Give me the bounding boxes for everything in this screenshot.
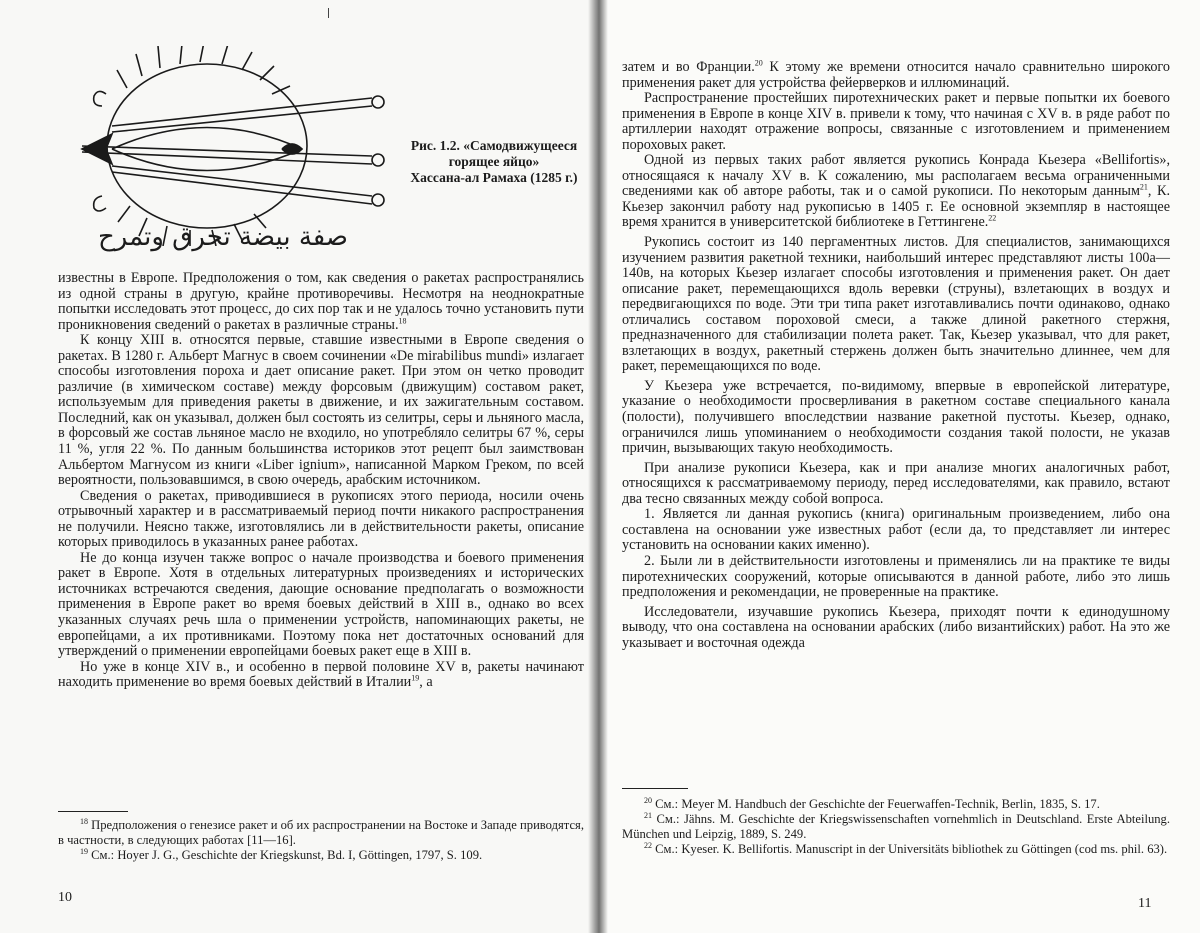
footnote-ref: 18	[398, 315, 407, 325]
footnote-ref: 21	[1139, 182, 1148, 192]
left-footnotes	[58, 818, 584, 863]
paragraph: Но уже в конце XIV в., и особенно в первой половине XV в, ракеты начинают находить применение во время боевых действий в Италии$^{19}$, а	[58, 658, 584, 691]
arabic-inscription: صفة بيضة تحرق وتمرح	[97, 222, 348, 252]
self-moving-egg-figure	[72, 46, 402, 246]
footnote-ref: 22	[988, 213, 997, 223]
footnote: $^{19}$ См.: Hoyer J. G., Geschichte der Kriegskunst, Bd. I, Göttingen, 1797, S. 109.	[80, 846, 483, 862]
figure-caption	[398, 138, 590, 186]
paragraph: 2. Были ли в действительности изготовлены и применялись ли на практике те виды пиротехнических сооружений, которые описываются в данной работе, либо это лишь предположения и рекомендации, не проверенные на практике.	[622, 552, 1170, 601]
paragraph: У Кьезера уже встречается, по-видимому, впервые в европейской литературе, указание о необходимости просверливания в ракетном составе специального канала (полости), получившего впоследствии название ракетной пустоты. Кьезер, однако, ограничился лишь упоминанием о необходимости создания такой полости, не указав причин, вызывающих такую необходимость.	[622, 377, 1170, 457]
curl-bottom	[94, 196, 106, 211]
left-body-text	[58, 271, 584, 691]
paragraph: Не до конца изучен также вопрос о начале производства и боевого применения ракет в Европе. Хотя в отдельных литературных произведениях и исторических источниках встречаются сведения, дающие основание предполагать о возможности применения в Европе ракет во время боевых действий в XIII в., однако во всех указанных случаях речь шла о применении устройств, напоминающих ракеты, не европейцами, а их противниками. Поэтому пока нет достаточных оснований для утверждений о применении европейцами боевых ракет еще в XIII в.	[58, 549, 584, 660]
footnote: $^{22}$ См.: Kyeser. K. Bellifortis. Manuscript in der Universitäts bibliothek zu Göttingen (cod ms. phil. 63).	[644, 840, 1168, 856]
caption-line-2: горящее яйцо»	[448, 154, 540, 169]
paragraph: 1. Является ли данная рукопись (книга) оригинальным произведением, либо она составлена на основании уже известных работ (если да, то представляет ли интерес установить на основании каких именно).	[622, 506, 1170, 554]
paragraph: Рукопись состоит из 140 пергаментных листов. Для специалистов, занимающихся изучением развития ракетной техники, наибольший интерес представляют листы 100а—140в, на которых Кьезер излагает способы изготовления и применения ракет. Он дает описание ракет, перемещающихся вдоль веревки (струны), взлетающих в воздух и передвигающихся по воде. Эти три типа ракет изготавливались почти одинаково, однако отличались составом пороховой смеси, а также длиной ракетного стержня, предназначенного для стабилизации полета ракет. Так, Кьезер указывал, что для ракет, взлетающих в воздух, ракетный стержень должен быть значительно длиннее, чем для ракет, перемещающихся по воде.	[622, 234, 1170, 375]
paragraph: Исследователи, изучавшие рукопись Кьезера, приходят почти к единодушному выводу, что она составлена на основании арабских (либо византийских) работ. На это же указывает и восточная одежда	[622, 603, 1170, 651]
book-gutter	[588, 0, 608, 933]
footnote-ref: 19	[411, 673, 420, 683]
fuse-spikes	[117, 46, 290, 94]
right-page	[596, 0, 1200, 933]
paragraph: Сведения о ракетах, приводившиеся в рукописях этого периода, носили очень отрывочный характер и в рассматриваемый период почти никакого распространения не получили. Неясно также, изготовлялись ли в действительности ракеты, описание которых приводилось в указанных ранее работах.	[58, 487, 584, 551]
right-footnotes	[622, 797, 1170, 857]
footnote: $^{21}$ См.: Jähns. M. Geschichte der Kriegswissenschaften vornehmlich in Deutschland. Erste Abteilung. München und Leipzig, 1889, S. 249.	[622, 810, 1170, 841]
curl-top	[94, 91, 106, 106]
caption-line-3: Хассана-ал Рамаха (1285 г.)	[410, 170, 578, 185]
rocket-shaft-bottom	[112, 166, 372, 196]
rocket-shaft-top	[112, 98, 372, 126]
paragraph: известны в Европе. Предположения о том, как сведения о ракетах распространялись из одной страны в другую, крайне противоречивы. Несмотря на неоднократные попытки исследовать этот процесс, до сих пор так и не удалось точно установить пути проникновения сведений о ракетах в различные страны.$^{18}$	[58, 270, 584, 333]
paragraph: затем и во Франции.$^{20}$ К этому же времени относится начало сравнительно широкого применения ракет для устройства фейерверков и иллюминаций.	[622, 58, 1170, 91]
page-top-tick	[328, 8, 329, 18]
footnote: $^{18}$ Предположения о генезисе ракет и об их распространении на Востоке и Западе приводятся, в частности, в следующих работах [11—16].	[58, 816, 584, 847]
egg-outline	[107, 64, 307, 228]
paragraph: К концу XIII в. относятся первые, ставшие известными в Европе сведения о ракетах. В 1280 г. Альберт Магнус в своем сочинении «De mirabilibus mundi» излагает способы изготовления пороха и дает описание ракет. При этом он четко проводит различие (в химическом составе) между форсовым (движущим) составом ракет, используемым для приведения ракеты в движение, и их зажигательным составом. Последний, как он указывал, должен был состоять из селитры, серы и льняного масла, в форсовый же состав льняное масло не входило, но употребляло селитры 67 %, серы 11 %, угля 22 %. По данным большинства историков этот рецепт был заимствован Альбертом Магнусом из книги «Liber ignium», написанной Марком Греком, по всей вероятности, пользовавшимся, в свою очередь, арабским источником.	[58, 332, 584, 489]
page-number-left: 10	[58, 890, 72, 905]
footnote-ref: 20	[754, 58, 763, 68]
footnote-divider	[622, 788, 688, 789]
caption-line-1: Рис. 1.2. «Самодвижущееся	[410, 138, 578, 153]
paragraph: Одной из первых таких работ является рукопись Конрада Кьезера «Bellifortis», относящаяся к началу XV в. К сожалению, мы располагаем весьма ограниченными сведениями как об авторе работы, так и о самой рукописи. По некоторым данным$^{21}$, К. Кьезер закончил работу над рукописью в 1405 г. Ее основной экземпляр в настоящее время хранится в университетской библиотеке в Геттингене.$^{22}$	[622, 152, 1170, 231]
footnote: $^{20}$ См.: Meyer M. Handbuch der Geschichte der Feuerwaffen-Technik, Berlin, 1835, S. 17.	[644, 795, 1100, 811]
right-body-text	[622, 60, 1170, 651]
left-page	[0, 0, 596, 933]
paragraph: При анализе рукописи Кьезера, как и при анализе многих аналогичных работ, относящихся к рассматриваемому периоду, перед исследователями, как правило, встают два тесно связанных между собой вопроса.	[622, 459, 1170, 507]
footnote-divider	[58, 811, 128, 812]
paragraph: Распространение простейших пиротехнических ракет и первые попытки их боевого применения в Европе в конце XIV в. привели к тому, что начиная с XV в. в ряде работ по артиллерии находят отражение вопросы, связанные с изготовлением и применением пороховых ракет.	[622, 90, 1170, 153]
page-number-right: 11	[1138, 896, 1152, 911]
